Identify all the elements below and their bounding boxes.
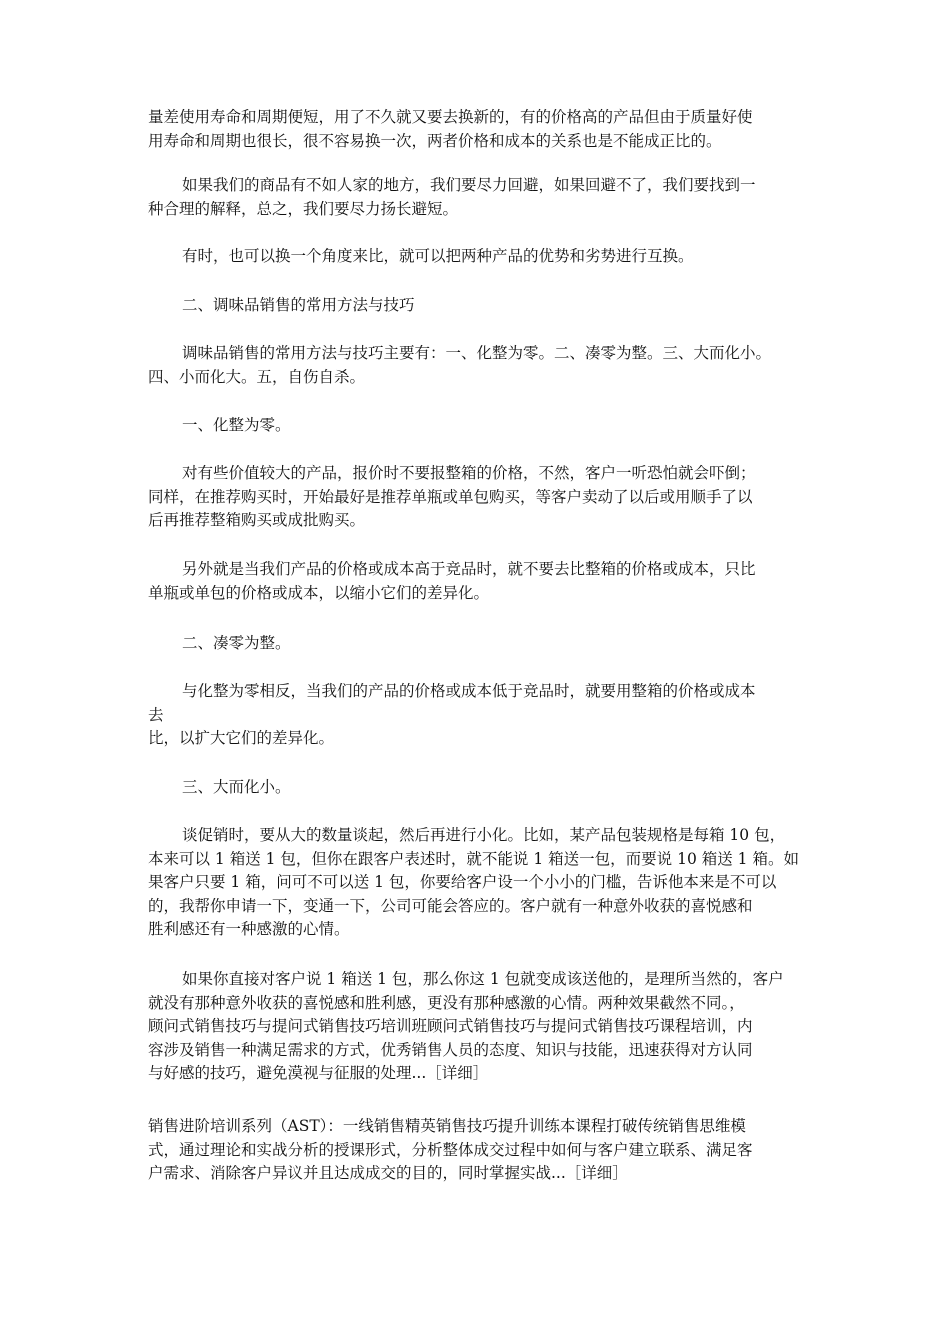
text-line: 谈促销时，要从大的数量谈起，然后再进行小化。比如，某产品包装规格是每箱 10 包， [182, 826, 786, 844]
text-line: 用寿命和周期也很长，很不容易换一次，两者价格和成本的关系也是不能成正比的。 [148, 131, 722, 150]
text-line: 量差使用寿命和周期便短，用了不久就又要去换新的，有的价格高的产品但由于质量好使 [148, 108, 753, 126]
text-line: 果客户只要 1 箱，问可不可以送 1 包，你要给客户设一个小小的门槛，告诉他本来是不可以 [148, 873, 777, 891]
section-heading-methods [148, 294, 818, 318]
subheading-method-2 [148, 632, 818, 656]
paragraph-price-quality [148, 106, 818, 153]
text-line: 如果你直接对客户说 1 箱送 1 包，那么你这 1 包就变成该送他的，是理所当然的，客户 [182, 970, 784, 988]
paragraph-avoid-weakness [148, 174, 818, 221]
paragraph-method-1-compare [148, 558, 818, 605]
text-line: 容涉及销售一种满足需求的方式，优秀销售人员的态度、知识与技能，迅速获得对方认同 [148, 1040, 753, 1059]
text-line: 单瓶或单包的价格或成本，以缩小它们的差异化。 [148, 583, 490, 602]
text-line: 后再推荐整箱购买或成批购买。 [148, 511, 366, 529]
text-line: 一、化整为零。 [182, 416, 291, 434]
text-line: 比，以扩大它们的差异化。 [148, 729, 335, 747]
text-line: 对有些价值较大的产品，报价时不要报整箱的价格，不然，客户一听恐怕就会吓倒； [182, 464, 756, 482]
text-line: 如果我们的商品有不如人家的地方，我们要尽力回避，如果回避不了，我们要找到一 [182, 176, 756, 194]
text-line: 另外就是当我们产品的价格或成本高于竞品时，就不要去比整箱的价格或成本，只比 [182, 560, 756, 578]
text-line: 顾问式销售技巧与提问式销售技巧培训班顾问式销售技巧与提问式销售技巧课程培训，内 [148, 1017, 753, 1035]
text-line: 与化整为零相反，当我们的产品的价格或成本低于竞品时，就要用整箱的价格或成本 [182, 682, 756, 700]
text-line: 与好感的技巧，避免漠视与征服的处理...［详细］ [148, 1064, 489, 1082]
text-line: 就没有那种意外收获的喜悦感和胜利感，更没有那种感激的心情。两种效果截然不同。， [148, 993, 745, 1012]
paragraph-method-1-body [148, 462, 818, 533]
text-line: 去 [148, 705, 164, 724]
text-line: 二、凑零为整。 [182, 634, 291, 652]
text-line: 二、调味品销售的常用方法与技巧 [182, 296, 415, 314]
paragraph-change-angle [148, 245, 818, 269]
text-line: 销售进阶培训系列（AST）：一线销售精英销售技巧提升训练本课程打破传统销售思维模 [148, 1117, 746, 1135]
paragraph-method-3-body [148, 824, 818, 942]
paragraph-methods-list [148, 342, 818, 389]
text-line: 户需求、消除客户异议并且达成成交的目的，同时掌握实战...［详细］ [148, 1164, 628, 1182]
paragraph-method-2-body [148, 680, 818, 751]
text-line: 本来可以 1 箱送 1 包，但你在跟客户表述时，就不能说 1 箱送一包，而要说 10 箱送 1 箱。如 [148, 849, 799, 868]
text-line: 三、大而化小。 [182, 778, 291, 796]
text-line: 式，通过理论和实战分析的授课形式，分析整体成交过程中如何与客户建立联系、满足客 [148, 1140, 753, 1159]
text-line: 四、小而化大。五，自伤自杀。 [148, 367, 366, 386]
text-line: 有时，也可以换一个角度来比，就可以把两种产品的优势和劣势进行互换。 [182, 247, 694, 265]
subheading-method-1 [148, 414, 818, 438]
paragraph-method-3-direct [148, 968, 818, 1086]
paragraph-course-ad [148, 1115, 818, 1186]
text-line: 种合理的解释，总之，我们要尽力扬长避短。 [148, 199, 459, 218]
text-line: 同样，在推荐购买时，开始最好是推荐单瓶或单包购买，等客户卖动了以后或用顺手了以 [148, 487, 753, 506]
text-line: 胜利感还有一种感激的心情。 [148, 920, 350, 938]
subheading-method-3 [148, 776, 818, 800]
text-line: 的，我帮你申请一下，变通一下，公司可能会答应的。客户就有一种意外收获的喜悦感和 [148, 896, 753, 915]
text-line: 调味品销售的常用方法与技巧主要有：一、化整为零。二、凑零为整。三、大而化小。 [182, 344, 772, 362]
